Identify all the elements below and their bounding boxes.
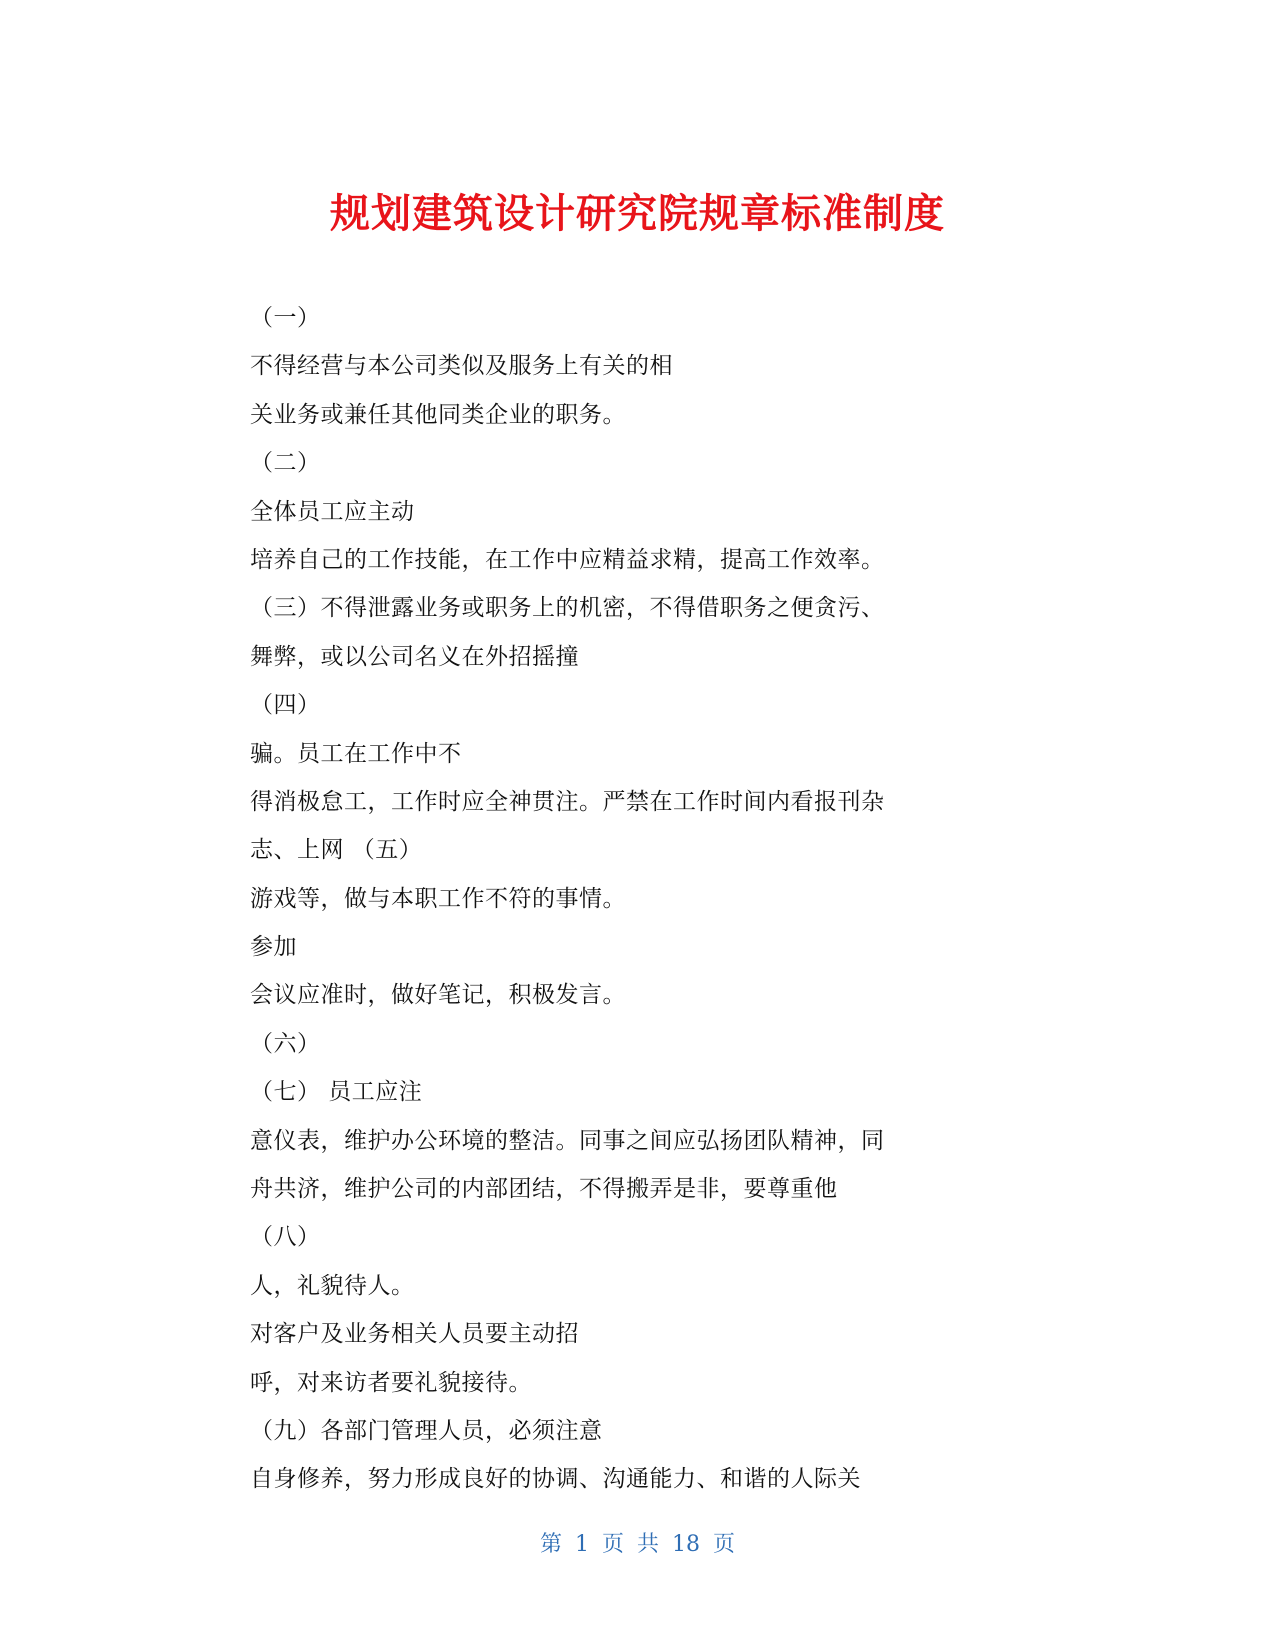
text-line: （七） 员工应注 <box>250 1079 423 1106</box>
text-line: 培养自己的工作技能，在工作中应精益求精，提高工作效率。 <box>250 546 885 573</box>
document-body <box>250 294 1050 1504</box>
text-line: 意仪表，维护办公环境的整洁。同事之间应弘扬团队精神，同 <box>250 1127 885 1154</box>
page-title: 规划建筑设计研究院规章标准制度 <box>330 190 945 237</box>
text-line: 自身修养，努力形成良好的协调、沟通能力、和谐的人际关 <box>250 1466 861 1493</box>
text-line: 不得经营与本公司类似及服务上有关的相 <box>250 353 673 380</box>
text-line: （三）不得泄露业务或职务上的机密，不得借职务之便贪污、 <box>250 595 885 622</box>
text-line: 志、上网 （五） <box>250 837 423 864</box>
text-line: 全体员工应主动 <box>250 498 415 525</box>
text-line: 得消极怠工，工作时应全神贯注。严禁在工作时间内看报刊杂 <box>250 788 885 815</box>
text-line: （四） <box>250 692 321 719</box>
text-line: 关业务或兼任其他同类企业的职务。 <box>250 401 626 428</box>
text-line: 游戏等，做与本职工作不符的事情。 <box>250 885 626 912</box>
text-line: 人，礼貌待人。 <box>250 1272 415 1299</box>
text-line: （六） <box>250 1030 321 1057</box>
text-line: 会议应准时，做好笔记，积极发言。 <box>250 982 626 1009</box>
text-line: （八） <box>250 1224 321 1251</box>
text-line: （一） <box>250 305 321 331</box>
page-footer: 第 1 页 共 18 页 <box>540 1532 735 1557</box>
text-line: 舞弊，或以公司名义在外招摇撞 <box>250 643 579 670</box>
text-line: （二） <box>250 450 321 477</box>
text-line: 呼，对来访者要礼貌接待。 <box>250 1369 532 1396</box>
text-line: （九）各部门管理人员，必须注意 <box>250 1417 603 1444</box>
text-line: 舟共济，维护公司的内部团结，不得搬弄是非，要尊重他 <box>250 1176 838 1203</box>
text-line: 参加 <box>250 934 297 961</box>
text-line: 对客户及业务相关人员要主动招 <box>250 1321 579 1348</box>
text-line: 骗。员工在工作中不 <box>250 740 462 767</box>
